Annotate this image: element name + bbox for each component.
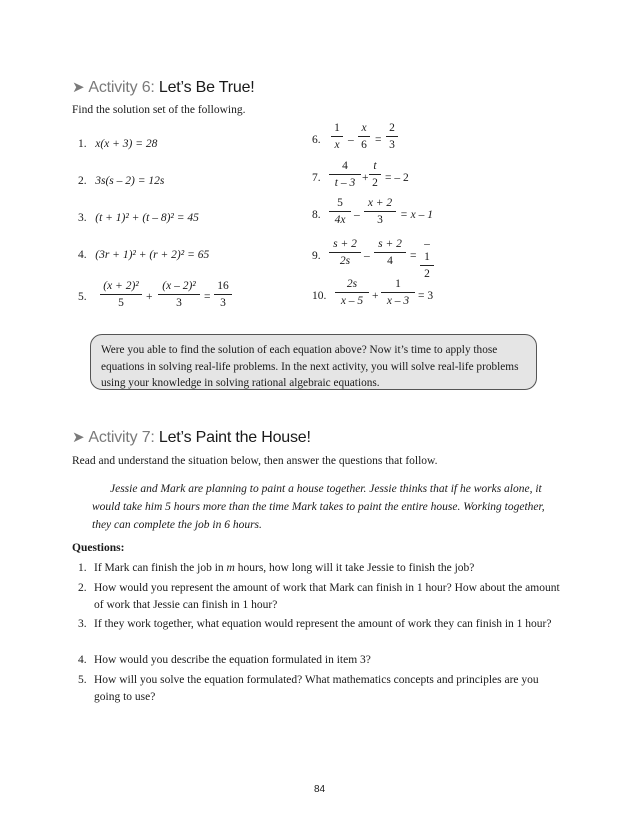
scenario-paragraph: Jessie and Mark are planning to paint a house together. Jessie thinks that if he works alone, it would take him 5 hours more than the time Mark takes to paint the entire house. Working together, they can complete the job in 6 hours.	[92, 483, 545, 531]
page-number: 84	[313, 784, 326, 795]
fraction: $\frac{4}{t - 3}$	[329, 160, 361, 190]
activity-6-label: Activity 6:	[88, 79, 155, 96]
activity-7-instruction: Read and understand the situation below, then answer the questions that follow.	[72, 455, 438, 467]
fraction: $\frac{1}{x - 3}$	[381, 278, 415, 308]
question-2: 2. How would you represent the amount of work that Mark can finish in 1 hour? How about the amount of work that Jessie can finish in 1 hour?	[78, 582, 560, 611]
fraction: $\frac{s + 2}{4}$	[374, 238, 406, 268]
equation-3-text: (t + 1)² + (t – 8)² = 45	[95, 212, 199, 224]
activity-7-label: Activity 7:	[88, 429, 155, 446]
question-4: 4. How would you describe the equation formulated in item 3?	[78, 654, 371, 666]
fraction: $\frac{1}{x}$	[331, 122, 343, 152]
arrow-icon: ➤	[72, 429, 85, 446]
equation-2-text: 3s(s – 2) = 12s	[95, 175, 165, 187]
note-line-3: using your knowledge in solving rational algebraic equations.	[101, 377, 380, 389]
activity-6-title: Let’s Be True!	[158, 79, 255, 96]
activity-7-heading	[72, 428, 311, 447]
equation-1-text: x(x + 3) = 28	[95, 138, 158, 150]
fraction: $\frac{\text{(x – 2)²}}{3}$	[158, 280, 200, 310]
note-line-1: Were you able to find the solution of each equation above? Now it’s time to apply those	[101, 344, 498, 356]
equation-3: 3. (t + 1)² + (t – 8)² = 45	[78, 212, 199, 224]
arrow-icon: ➤	[72, 79, 85, 96]
activity-6-instruction: Find the solution set of the following.	[72, 104, 246, 116]
fraction: $\frac{\text{(x + 2)²}}{5}$	[100, 280, 142, 310]
fraction: $\frac{5}{4x}$	[329, 197, 351, 227]
fraction: $\frac{-1}{2}$	[420, 238, 434, 281]
fraction: $\frac{2s}{x - 5}$	[335, 278, 369, 308]
fraction: $\frac{2}{3}$	[386, 122, 398, 152]
question-3: 3. If they work together, what equation would represent the amount of work they can finish in 1 hour?	[78, 618, 552, 630]
question-1: 1. If Mark can finish the job in m hours, how long will it take Jessie to finish the job?	[78, 562, 475, 574]
equation-1: 1. x(x + 3) = 28	[78, 138, 158, 150]
activity-7-title: Let’s Paint the House!	[158, 429, 311, 446]
fraction: $\frac{t}{2}$	[369, 160, 381, 190]
equation-4: 4. (3r + 1)² + (r + 2)² = 65	[78, 249, 210, 261]
fraction: $\frac{x}{6}$	[358, 122, 370, 152]
fraction: $\frac{s + 2}{2s}$	[329, 238, 361, 268]
questions-heading: Questions:	[72, 542, 125, 554]
fraction: $\frac{x + 2}{3}$	[364, 197, 396, 227]
transition-note-box	[90, 334, 537, 390]
activity-6-heading	[72, 78, 255, 97]
note-line-2: equations in solving real-life problems. In the next activity, you will solve real-life problems	[101, 360, 519, 373]
question-5: 5. How will you solve the equation formulated? What mathematics concepts and principles are you going to use?	[78, 674, 539, 703]
fraction: $\frac{16}{3}$	[214, 280, 232, 310]
equation-2: 2. 3s(s – 2) = 12s	[78, 175, 165, 187]
equation-4-text: (3r + 1)² + (r + 2)² = 65	[95, 249, 210, 261]
